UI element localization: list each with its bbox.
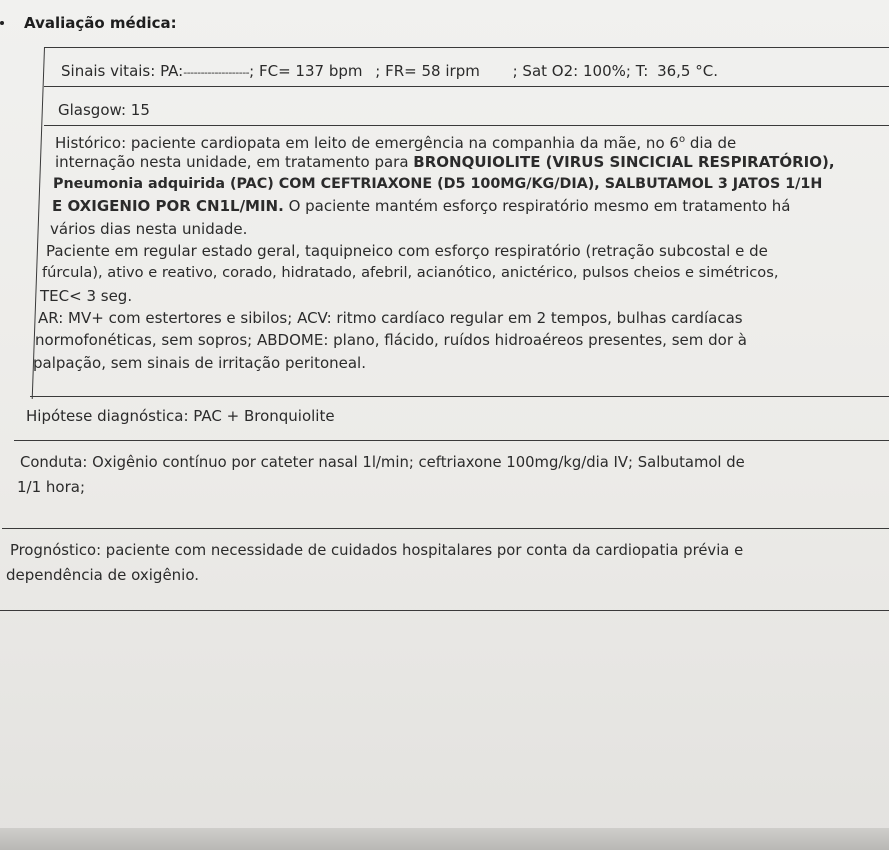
historico-l8-text: TEC< 3 seg. [40, 287, 133, 305]
row-divider-prognostico [0, 610, 889, 611]
historico-l9-text: AR: MV+ com estertores e sibilos; ACV: ritmo cardíaco regular em 2 tempos, bulhas cardíacas [38, 309, 743, 327]
vitals-label: Sinais vitais: [61, 62, 156, 80]
historico-l10-text: normofonéticas, sem sopros; ABDOME: plano, flácido, ruídos hidroaéreos presentes, sem dor à [35, 331, 747, 349]
prognostico-l1-text: Prognóstico: paciente com necessidade de cuidados hospitalares por conta da cardiopatia prévia e [10, 542, 744, 559]
historico-l2-text: internação nesta unidade, em tratamento para [55, 153, 414, 171]
table-top-border [44, 47, 889, 48]
row-divider-historico [30, 396, 889, 397]
vitals-row [61, 60, 718, 85]
fr-label: ; FR= [375, 62, 417, 80]
conduta-line-2 [17, 476, 85, 499]
historico-l1-end: dia de [685, 134, 737, 152]
historico-line-7 [42, 262, 778, 285]
historico-l4-bold: E OXIGENIO POR CN1L/MIN. [52, 197, 284, 215]
historico-line-8 [40, 285, 132, 308]
historico-line-11 [33, 352, 366, 375]
historico-l2-bold: BRONQUIOLITE (VIRUS SINCICIAL RESPIRATÓRIO), [413, 153, 835, 171]
pa-label: PA: [160, 62, 184, 80]
historico-l1-sup: o [678, 134, 686, 145]
glasgow-value: : 15 [120, 101, 150, 119]
hipotese-text: Hipótese diagnóstica: PAC + Bronquiolite [26, 407, 335, 425]
temp-value: 36,5 [657, 62, 691, 80]
historico-l3-text: Pneumonia adquirida (PAC) COM CEFTRIAXONE (D5 100MG/KG/DIA), SALBUTAMOL 3 JATOS 1/1H [53, 176, 823, 192]
paper-bottom-edge [0, 828, 889, 850]
conduta-line-1 [20, 452, 745, 475]
historico-line-2 [55, 151, 835, 174]
prognostico-line-1 [10, 540, 743, 563]
row-divider-vitals [44, 86, 889, 87]
historico-l1-text: Histórico: paciente cardiopata em leito de emergência na companhia da mãe, no 6 [55, 134, 679, 152]
historico-l4-text: O paciente mantém esforço respiratório mesmo em tratamento há [283, 197, 791, 215]
row-divider-hipotese [14, 440, 889, 441]
hipotese-row [26, 405, 335, 428]
temp-unit: °C. [695, 62, 718, 80]
prognostico-l2-text: dependência de oxigênio. [6, 566, 200, 584]
historico-l6-text: Paciente em regular estado geral, taquipneico com esforço respiratório (retração subcostal e de [46, 242, 768, 260]
prognostico-line-2 [6, 564, 199, 587]
fr-value: 58 irpm [421, 62, 480, 80]
historico-line-10 [35, 329, 747, 352]
section-heading: Avaliação médica: [24, 14, 177, 32]
pa-blank: ------------------- [183, 66, 250, 79]
historico-line-4 [52, 195, 791, 218]
glasgow-label: Glasgow [58, 101, 121, 119]
historico-line-3 [53, 173, 822, 196]
historico-line-5 [50, 218, 247, 241]
row-divider-glasgow [44, 125, 889, 126]
bullet-mark [0, 21, 4, 25]
conduta-l2-text: 1/1 hora; [17, 478, 86, 496]
fc-label: ; FC= [249, 62, 291, 80]
sat-value: 100%; [582, 62, 631, 80]
historico-l11-text: palpação, sem sinais de irritação peritoneal. [33, 354, 366, 372]
row-divider-conduta [2, 528, 889, 529]
conduta-l1-text: Conduta: Oxigênio contínuo por cateter nasal 1l/min; ceftriaxone 100mg/kg/dia IV; Salbutamol de [20, 454, 745, 471]
temp-label: T: [635, 62, 649, 80]
historico-line-6 [46, 240, 768, 263]
historico-l7-text: fúrcula), ativo e reativo, corado, hidratado, afebril, acianótico, anictérico, pulsos cheios e simétricos, [42, 264, 779, 281]
historico-line-9 [38, 307, 743, 330]
sat-label: ; Sat O2: [512, 62, 579, 80]
glasgow-row [58, 99, 150, 122]
fc-value: 137 bpm [295, 62, 363, 80]
historico-l5-text: vários dias nesta unidade. [50, 220, 248, 238]
